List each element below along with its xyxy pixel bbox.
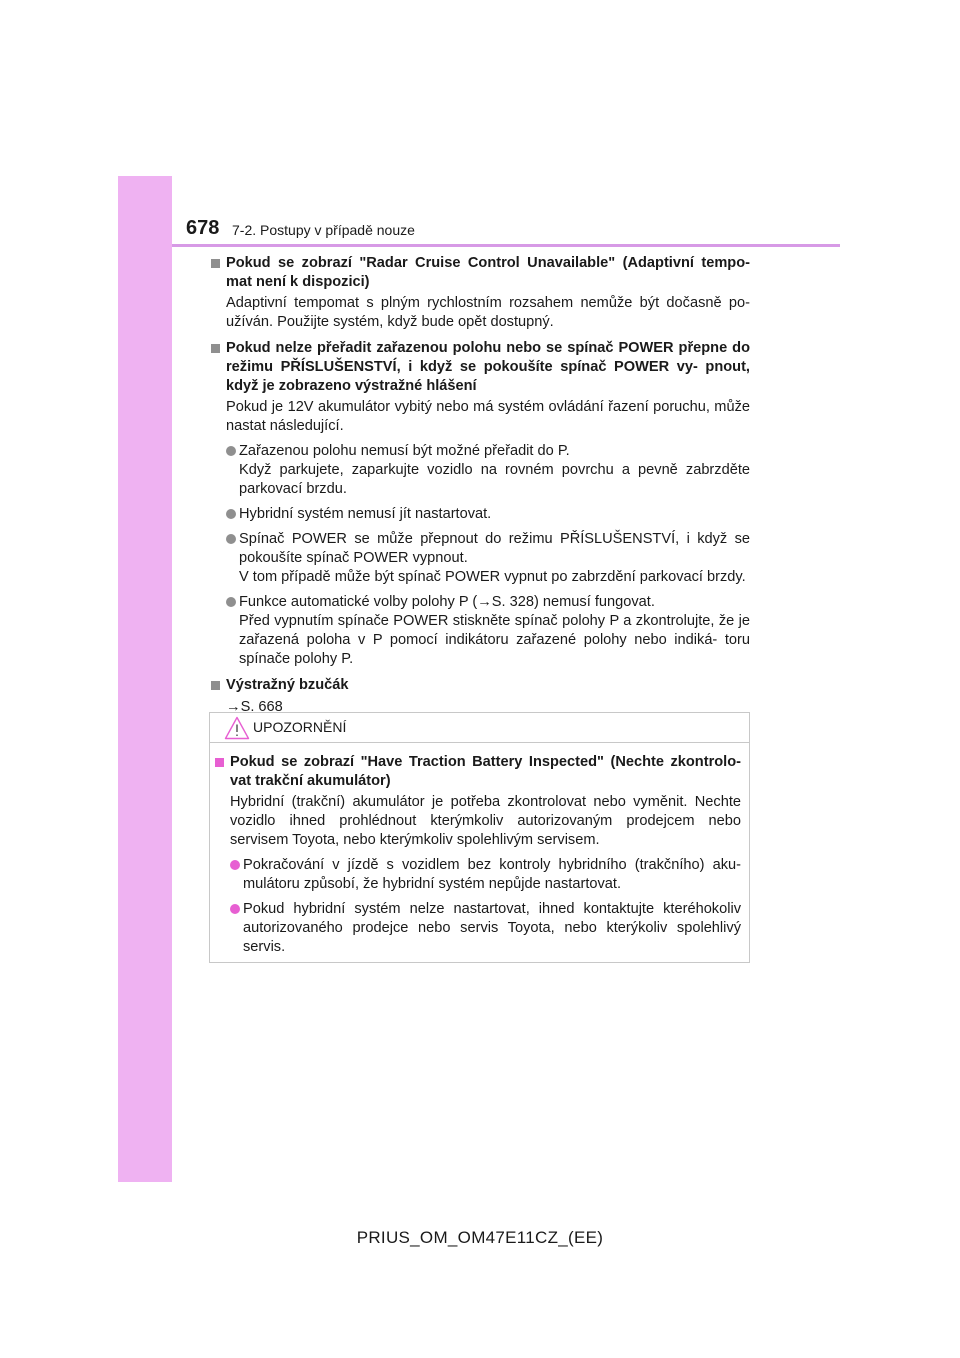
side-color-strip [118,176,172,1182]
warning-header [210,713,749,743]
section-warning-buzzer [210,676,750,717]
section-shift-failure [210,339,750,669]
square-bullet-icon [211,344,220,353]
list-item: Hybridní systém nemusí jít nastartovat. [226,505,750,524]
round-bullet-icon [226,534,236,544]
warning-text: Hybridní (trakční) akumulátor je potřeba zkontrolovat nebo vyměnit. Nechte vozidlo ihned prohlédnout kterýmkoliv autorizovaným prodejcem nebo servisem Toyota, nebo kterýmkoliv spolehlivým servisem. [230,794,741,848]
round-bullet-icon [230,860,240,870]
list-item: Zařazenou polohu nemusí být možné přeřadit do P. Když parkujete, zaparkujte vozidlo na rovném povrchu a pevně zabrzděte parkovací brzdu. [226,442,750,499]
square-bullet-icon [211,259,220,268]
square-bullet-icon [215,758,224,767]
list-item: Pokračování v jízdě s vozidlem bez kontroly hybridního (trakčního) aku- mulátoru způsobí, že hybridní systém nepůjde nastartovat. [230,856,741,894]
section-heading: Pokud nelze přeřadit zařazenou polohu nebo se spínač POWER přepne do režimu PŘÍSLUŠENSTVÍ, i když se pokoušíte spínač POWER vy- pnout, když je zobrazeno výstražné hlášení [226,340,750,394]
main-content [210,254,750,724]
round-bullet-icon [226,509,236,519]
section-title: 7-2. Postupy v případě nouze [232,222,415,238]
header-divider [172,244,840,247]
section-heading: Výstražný bzučák [226,677,349,693]
round-bullet-icon [226,446,236,456]
round-bullet-icon [230,904,240,914]
page-reference: →S. 668 [226,699,283,715]
section-text: Pokud je 12V akumulátor vybitý nebo má systém ovládání řazení poruchu, může nastat následující. [226,399,750,434]
warning-heading: Pokud se zobrazí "Have Traction Battery Inspected" (Nechte zkontrolo- vat trakční akumulátor) [230,754,741,789]
section-text: Adaptivní tempomat s plným rychlostním rozsahem nemůže být dočasně po- užíván. Použijte systém, když bude opět dostupný. [226,295,750,330]
list-item: Spínač POWER se může přepnout do režimu PŘÍSLUŠENSTVÍ, i když se pokoušíte spínač POWER vypnout. V tom případě může být spínač POWER vypnut po zabrzdění parkovací brzdy. [226,530,750,587]
list-item: Pokud hybridní systém nelze nastartovat, ihned kontaktujte kteréhokoliv autorizovaného prodejce nebo servis Toyota, nebo kterýkoliv spolehlivý servis. [230,900,741,957]
page-number: 678 [186,217,220,239]
warning-title: UPOZORNĚNÍ [253,719,347,735]
list-item: Funkce automatické volby polohy P (→S. 328) nemusí fungovat. Před vypnutím spínače POWER stiskněte spínač polohy P a zkontrolujte, že je zařazená poloha v P pomocí indikátoru zařazené polohy nebo indiká- toru spínače polohy P. [226,593,750,669]
footer-document-code: PRIUS_OM_OM47E11CZ_(EE) [356,1228,604,1247]
warning-triangle-icon [224,716,250,740]
section-heading: Pokud se zobrazí "Radar Cruise Control Unavailable" (Adaptivní tempo- mat není k dispozici) [226,255,750,290]
warning-body [214,753,741,957]
warning-box [209,712,750,963]
round-bullet-icon [226,597,236,607]
square-bullet-icon [211,681,220,690]
section-radar-cruise [210,254,750,332]
